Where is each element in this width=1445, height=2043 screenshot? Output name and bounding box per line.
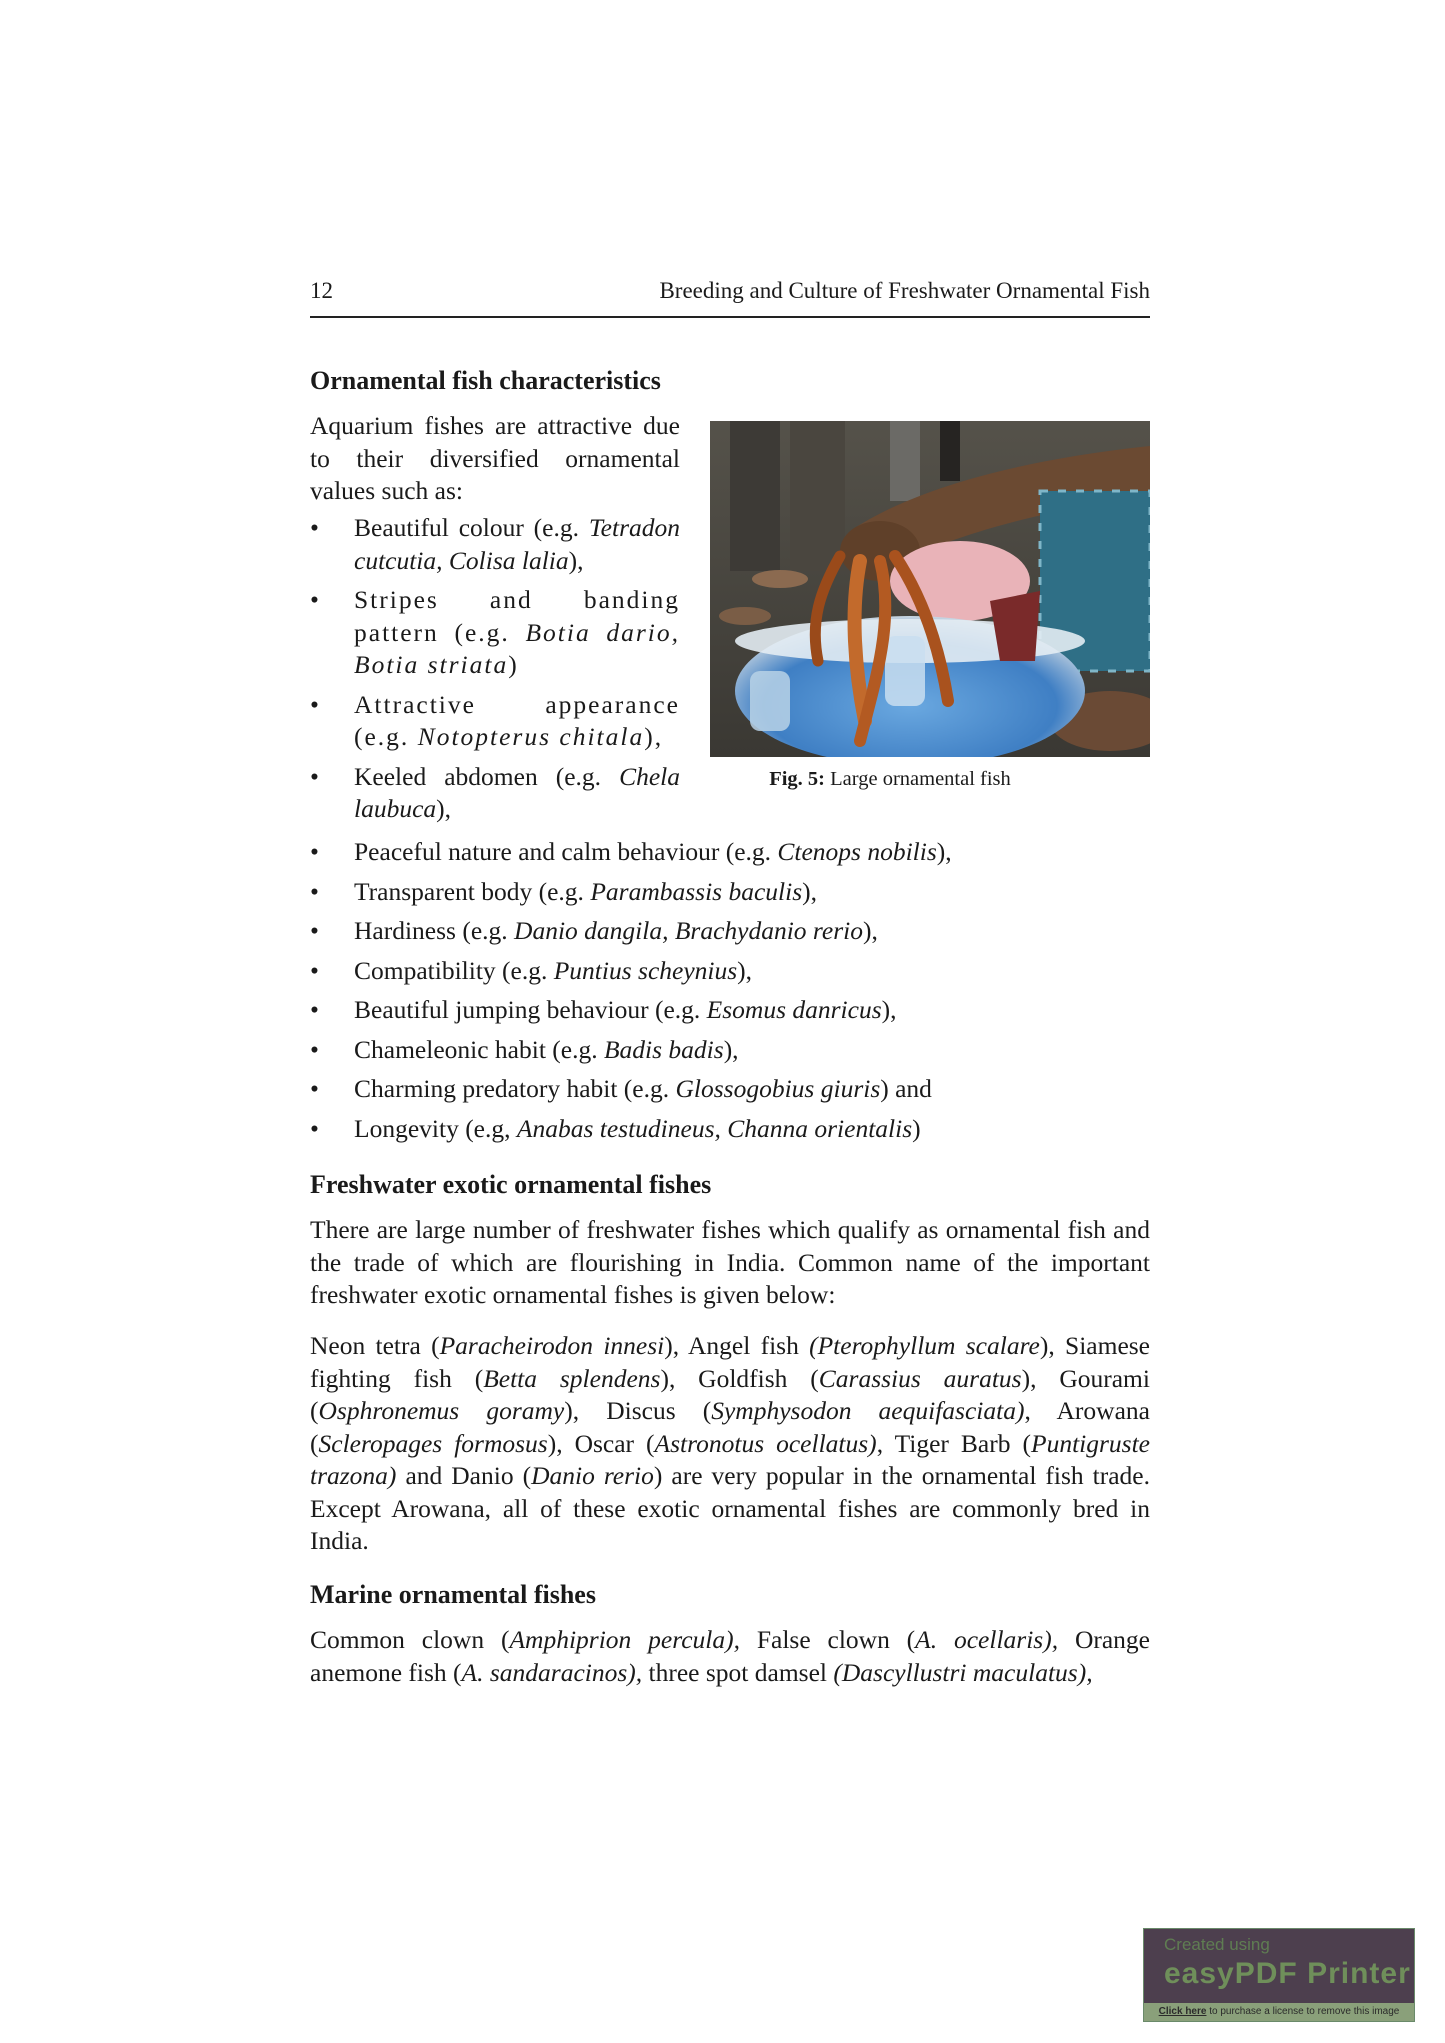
list-item-text: Stripes and banding pattern (e.g. [354, 585, 680, 647]
list-item-text: Beautiful jumping behaviour (e.g. [354, 995, 707, 1024]
species-name: Notopterus chitala [417, 722, 645, 751]
book-title: Breeding and Culture of Freshwater Ornamental Fish [659, 278, 1150, 303]
list-item [310, 1034, 1150, 1067]
paragraph-text: Common clown ( [310, 1625, 510, 1654]
list-item-text: ), [881, 995, 897, 1024]
species-name: Danio dangila, Brachydanio rerio [514, 916, 863, 945]
exotic-species-paragraph [310, 1330, 1150, 1558]
figure-label: Fig. 5: [769, 768, 826, 790]
species-name: Puntius scheynius [553, 955, 738, 985]
list-item-text: Keeled abdomen (e.g. [354, 761, 620, 791]
list-item-text: ) and [880, 1074, 932, 1103]
list-item [310, 915, 1150, 948]
species-name: Ctenops nobilis [777, 837, 937, 866]
list-item [310, 584, 680, 682]
paragraph-text: Neon tetra ( [310, 1331, 440, 1360]
list-item-text: Peaceful nature and calm behaviour (e.g. [354, 837, 778, 866]
species-name: Glossogobius giuris [675, 1074, 881, 1103]
paragraph-text: ) are very popular in the ornamental fish trade. Except Arowana, all of these exotic ornamental fishes are commonly bred in India. [310, 1461, 1150, 1555]
paragraph-text: , Arowana ( [310, 1396, 1150, 1458]
list-item [310, 512, 680, 577]
list-item-text: Beautiful colour (e.g. [354, 513, 589, 542]
intro-paragraph: Aquarium fishes are attractive due to their diversified ornamental values such as: [310, 411, 680, 505]
species-name: (Pterophyllum scalare [809, 1331, 1040, 1360]
list-item [310, 836, 1150, 869]
paragraph-text: ), Goldfish ( [660, 1363, 819, 1393]
species-name: Esomus danricus [706, 995, 882, 1024]
paragraph-text: ), Angel fish [664, 1331, 810, 1360]
species-name: Paracheirodon innesi [439, 1331, 665, 1360]
list-item-text: ) [508, 650, 519, 679]
watermark-created-text: Created using [1164, 1935, 1270, 1954]
document-page [310, 0, 1150, 2043]
list-item-text: Charming predatory habit (e.g. [354, 1074, 676, 1103]
paragraph-text: ), Siamese fighting fish ( [310, 1331, 1151, 1393]
list-item-text: ), [863, 916, 878, 945]
paragraph-text: ), Oscar ( [547, 1428, 655, 1458]
paragraph-text: three spot damsel [642, 1657, 834, 1687]
marine-species-paragraph [310, 1624, 1150, 1689]
characteristics-list-narrow [310, 512, 680, 833]
section-heading-characteristics: Ornamental fish characteristics [310, 366, 661, 395]
fish-photo-image [710, 421, 1150, 757]
watermark-brand: easyPDF Printer [1164, 1957, 1411, 1990]
species-name: Danio rerio [531, 1461, 654, 1490]
paragraph-text: and Danio ( [396, 1461, 532, 1490]
section-heading-exotic: Freshwater exotic ornamental fishes [310, 1170, 712, 1199]
paragraph-text: Orange anemone fish ( [310, 1625, 1150, 1687]
species-name: Amphiprion percula), [509, 1625, 740, 1654]
list-item [310, 955, 1150, 988]
paragraph-text: ), Discus ( [564, 1396, 712, 1425]
figure-caption [710, 768, 1070, 791]
list-item [310, 761, 680, 826]
species-name: Botia dario, Botia striata [354, 617, 680, 679]
species-name: Betta splendens [483, 1363, 661, 1393]
species-name: Parambassis baculis [590, 876, 803, 906]
list-item [310, 1113, 1150, 1146]
list-item [310, 994, 1150, 1027]
species-name: Chela laubuca [354, 761, 680, 823]
watermark-click-here-link[interactable]: Click here [1158, 2006, 1207, 2017]
list-item-text: ), [436, 794, 452, 823]
list-item-text: Hardiness (e.g. [354, 916, 515, 945]
list-item-text: ), [644, 722, 664, 751]
characteristics-list-wide [310, 836, 1150, 1152]
list-item-text: Attractive appearance (e.g. [354, 689, 680, 751]
list-item [310, 689, 680, 754]
watermark-license-bar [1144, 2003, 1414, 2021]
list-item [310, 876, 1150, 909]
list-item-text: Chameleonic habit (e.g. [354, 1034, 604, 1064]
figure-caption-text: Large ornamental fish [825, 768, 1011, 790]
species-name: Scleropages formosus [318, 1428, 548, 1458]
figure-photo-large-ornamental-fish [710, 421, 1150, 757]
list-item-text: Longevity (e.g, [354, 1113, 517, 1143]
species-name: (Dascyllustri maculatus), [833, 1657, 1093, 1687]
paragraph-text: False clown ( [739, 1625, 916, 1654]
list-item-text: Compatibility (e.g. [354, 955, 554, 985]
species-name: Anabas testudineus, Channa orientalis [516, 1113, 913, 1143]
list-item-text: ), [568, 545, 584, 575]
list-item-text: ) [912, 1113, 921, 1143]
list-item-text: ), [802, 876, 817, 906]
species-name: Osphronemus goramy [318, 1396, 565, 1425]
exotic-intro-paragraph: There are large number of freshwater fishes which qualify as ornamental fish and the trade of which are flourishing in India. Common name of the important freshwater exotic ornamental fishes is given below: [310, 1215, 1150, 1309]
species-name: Badis badis [603, 1034, 724, 1064]
paragraph-text: , Tiger Barb ( [876, 1428, 1031, 1458]
species-name: A. ocellaris), [915, 1625, 1059, 1654]
easypdf-watermark-badge[interactable] [1143, 1928, 1415, 2022]
species-name: Carassius auratus [818, 1363, 1022, 1393]
running-header [310, 276, 1150, 318]
species-name: Puntigruste trazona) [310, 1428, 1150, 1490]
species-name: Symphysodon aequifasciata) [711, 1396, 1025, 1425]
list-item-text: ), [936, 837, 952, 866]
list-item-text: Transparent body (e.g. [354, 876, 591, 906]
list-item-text: ), [737, 955, 753, 985]
section-heading-marine: Marine ornamental fishes [310, 1580, 596, 1609]
list-item [310, 1073, 1150, 1106]
species-name: A. sandaracinos), [461, 1657, 643, 1687]
species-name: Tetradon cutcutia, Colisa lalia [354, 513, 680, 575]
page-number: 12 [310, 278, 333, 303]
list-item-text: ), [723, 1034, 739, 1064]
watermark-license-text: to purchase a license to remove this image [1206, 2006, 1400, 2017]
paragraph-text: ), Gourami ( [310, 1363, 1150, 1425]
species-name: Astronotus ocellatus) [654, 1428, 877, 1458]
